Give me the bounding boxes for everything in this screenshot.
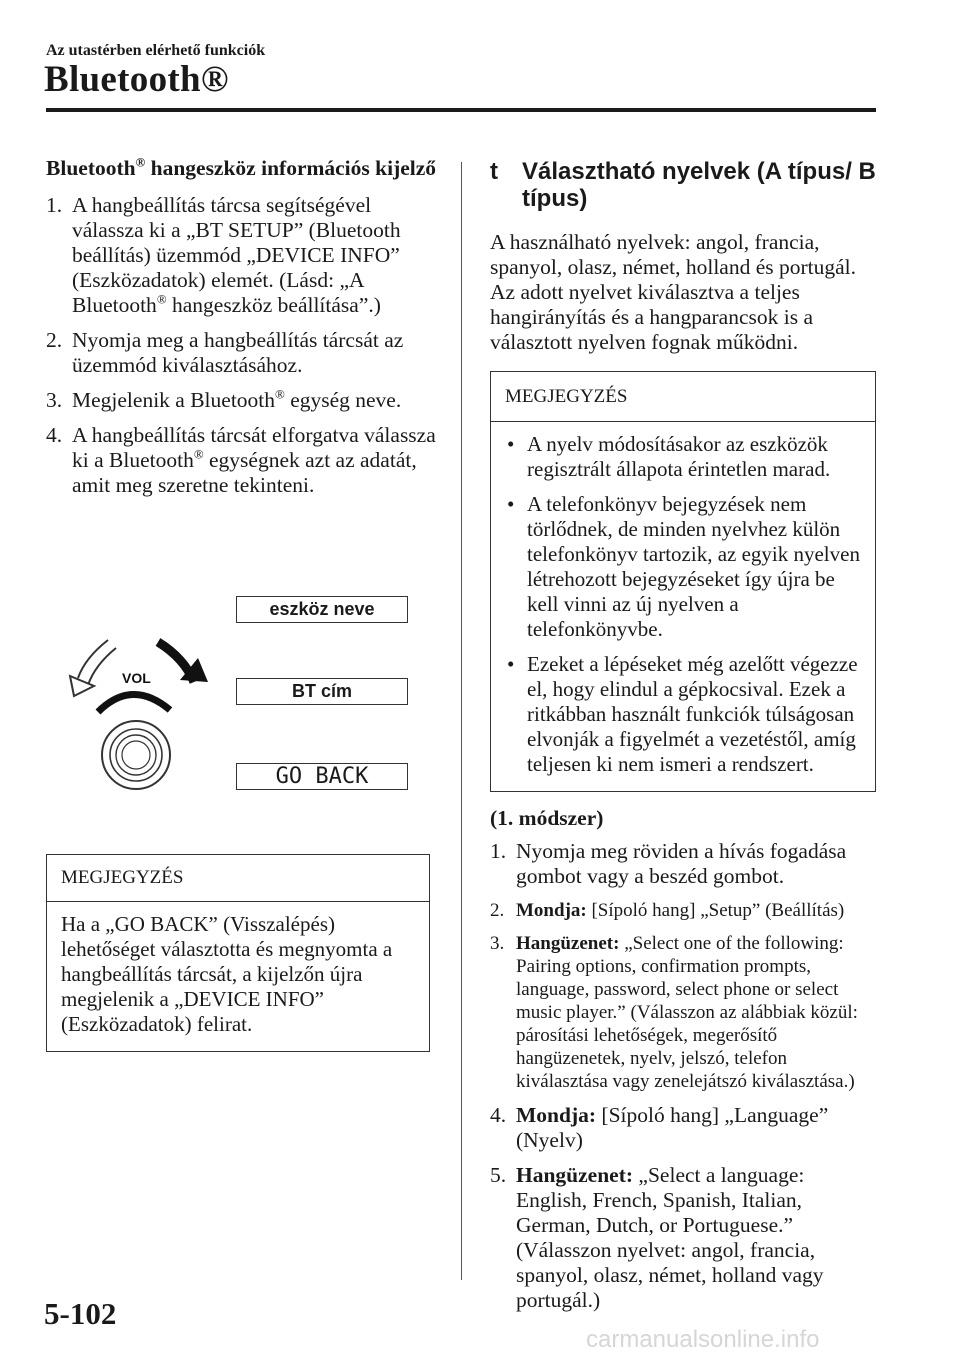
page-number: 5-102 [44,1296,117,1331]
title-rule [46,108,876,112]
section-title: Az utastérben elérhető funkciók [46,42,266,59]
left-step: 1. A hangbeállítás tárcsa segítségével válassza ki a „BT SETUP” (Bluetooth beállítás) üzemmód „DEVICE INFO” (Eszközadatok) elemét. (Lásd: „A Bluetooth® hangeszköz beállítása”.) [46,193,401,317]
lcd-device-name: eszköz neve [236,596,408,623]
right-step: 2. Mondja: [Sípoló hang] „Setup” (Beállítás) [490,900,845,921]
left-column [46,156,438,508]
volume-knob-illustration [60,630,220,830]
right-step: 5. Hangüzenet: „Select a language: English, French, Spanish, Italian, German, Dutch, or Portuguese.” (Válasszon nyelvet: angol, francia, spanyol, olasz, német, holland vagy portugál.) [490,1163,824,1312]
note-bullet: • Ezeket a lépéseket még azelőtt végezze el, hogy elindul a gépkocsival. Ezek a ritkábban használt funkciók túlságosan elvonják a figyelmét a vezetéstől, amíg teljesen ki nem ismeri a rendszert. [507,652,858,776]
right-heading: t Választható nyelvek (A típus/ B típus) [490,158,876,212]
method-heading: (1. módszer) [490,806,604,830]
note-bullet: • A telefonkönyv bejegyzések nem törlődnek, de minden nyelvhez külön telefonkönyv tartozik, az egyik nyelven létrehozott bejegyzéseket így újra be kell vinni az új nyelven a telefonkönyvbe. [507,492,860,641]
right-step: 4. Mondja: [Sípoló hang] „Language” (Nyelv) [490,1103,829,1152]
lcd-bt-address: BT cím [236,678,408,705]
right-column [490,158,876,1323]
note-text: Ha a „GO BACK” (Visszalépés) lehetőséget választotta és megnyomta a hangbeállítás tárcsát, a kijelzőn újra megjelenik a „DEVICE INFO” (Eszközadatok) felirat. [61,912,393,1036]
left-step: 3. Megjelenik a Bluetooth® egység neve. [46,387,402,412]
intro-paragraph: A használható nyelvek: angol, francia, spanyol, olasz, német, holland és portugál. Az adott nyelvet kiválasztva a teljes hangirányítás és a hangparancsok is a választott nyelven fognak működni. [490,230,857,354]
left-heading: Bluetooth® hangeszköz információs kijelző [46,155,437,180]
right-step: 1. Nyomja meg röviden a hívás fogadása gombot vagy a beszéd gombot. [490,839,847,888]
page-title: Bluetooth® [44,59,229,100]
left-step: 2. Nyomja meg a hangbeállítás tárcsát az üzemmód kiválasztásához. [46,328,404,377]
left-note [46,854,430,1066]
vol-label: VOL [122,670,151,686]
note-bullet: • A nyelv módosításakor az eszközök regisztrált állapota érintetlen marad. [507,432,831,481]
lcd-go-back: GO BACK [236,763,408,790]
column-divider [461,162,462,1280]
note-title: MEGJEGYZÉS [47,855,429,902]
right-step: 3. Hangüzenet: „Select one of the following: Pairing options, confirmation prompts, language, password, select phone or select music player.” (Válasszon az alábbiak közül: párosítási lehetőségek, megerősítő hangüzenetek, nyelv, jelszó, telefon kiválasztása vagy zenelejátszó kiválasztása.) [490,933,858,1092]
watermark: carmanualsonline.info [586,1326,820,1353]
note-title: MEGJEGYZÉS [491,372,875,422]
right-note [490,371,876,792]
left-step: 4. A hangbeállítás tárcsát elforgatva válassza ki a Bluetooth® egységnek azt az adatát, amit meg szeretne tekinteni. [46,423,436,497]
heading-marker-icon: t [490,158,498,185]
